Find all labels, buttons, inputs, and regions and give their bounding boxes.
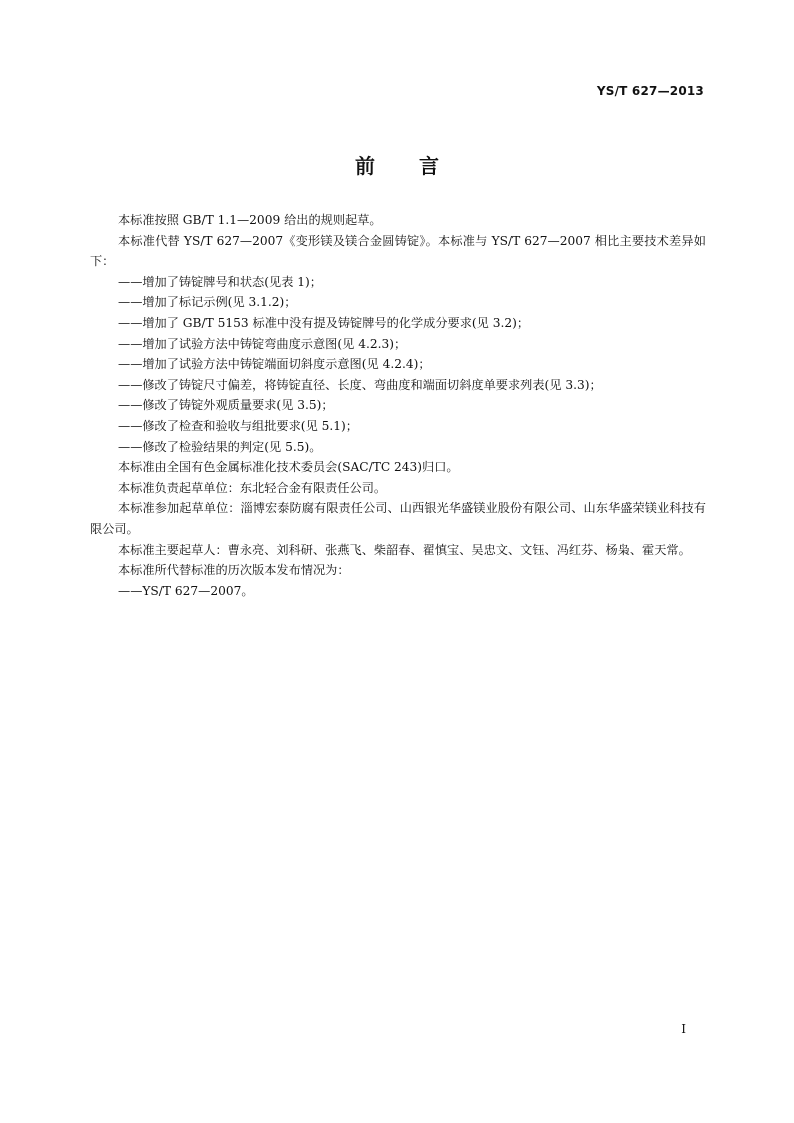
change-item: ——修改了铸锭外观质量要求(见 3.5)； bbox=[118, 398, 334, 413]
paragraph-history: 本标准所代替标准的历次版本发布情况为： bbox=[118, 563, 350, 578]
paragraph-drafting-rules: 本标准按照 GB/T 1.1—2009 给出的规则起草。 bbox=[118, 213, 382, 227]
change-item: ——修改了检查和验收与组批要求(见 5.1)； bbox=[118, 418, 358, 433]
paragraph-drafters: 本标准主要起草人：曹永亮、刘科研、张燕飞、柴韶春、翟慎宝、吴忠文、文钰、冯红芬、杨枭、霍天常。 bbox=[118, 542, 691, 557]
change-item: ——增加了 GB/T 5153 标准中没有提及铸锭牌号的化学成分要求(见 3.2)； bbox=[118, 315, 530, 330]
document-code: YS/T 627—2013 bbox=[596, 84, 704, 98]
page-title: 前言 bbox=[355, 154, 483, 178]
paragraph-replacement: 本标准代替 YS/T 627—2007《变形镁及镁合金圆铸锭》。本标准与 YS/T 627—2007 相比主要技术差异如下： bbox=[90, 233, 706, 269]
paragraph-participating-drafters: 本标准参加起草单位：淄博宏泰防腐有限责任公司、山西银光华盛镁业股份有限公司、山东华盛荣镁业科技有限公司。 bbox=[90, 501, 706, 536]
change-item: ——增加了标记示例(见 3.1.2)； bbox=[118, 295, 297, 310]
history-item: ——YS/T 627—2007。 bbox=[118, 583, 254, 598]
change-item: ——增加了试验方法中铸锭端面切斜度示意图(见 4.2.4)； bbox=[118, 357, 431, 372]
change-item: ——修改了检验结果的判定(见 5.5)。 bbox=[118, 439, 322, 454]
change-item: ——修改了铸锭尺寸偏差，将铸锭直径、长度、弯曲度和端面切斜度单要求列表(见 3.3)； bbox=[118, 377, 602, 392]
foreword-body bbox=[90, 210, 706, 601]
paragraph-committee: 本标准由全国有色金属标准化技术委员会(SAC/TC 243)归口。 bbox=[118, 460, 459, 475]
page-number: I bbox=[681, 1022, 686, 1036]
change-item: ——增加了试验方法中铸锭弯曲度示意图(见 4.2.3)； bbox=[118, 336, 407, 351]
paragraph-lead-drafter: 本标准负责起草单位：东北轻合金有限责任公司。 bbox=[118, 480, 387, 495]
change-item: ——增加了铸锭牌号和状态(见表 1)； bbox=[118, 274, 322, 289]
